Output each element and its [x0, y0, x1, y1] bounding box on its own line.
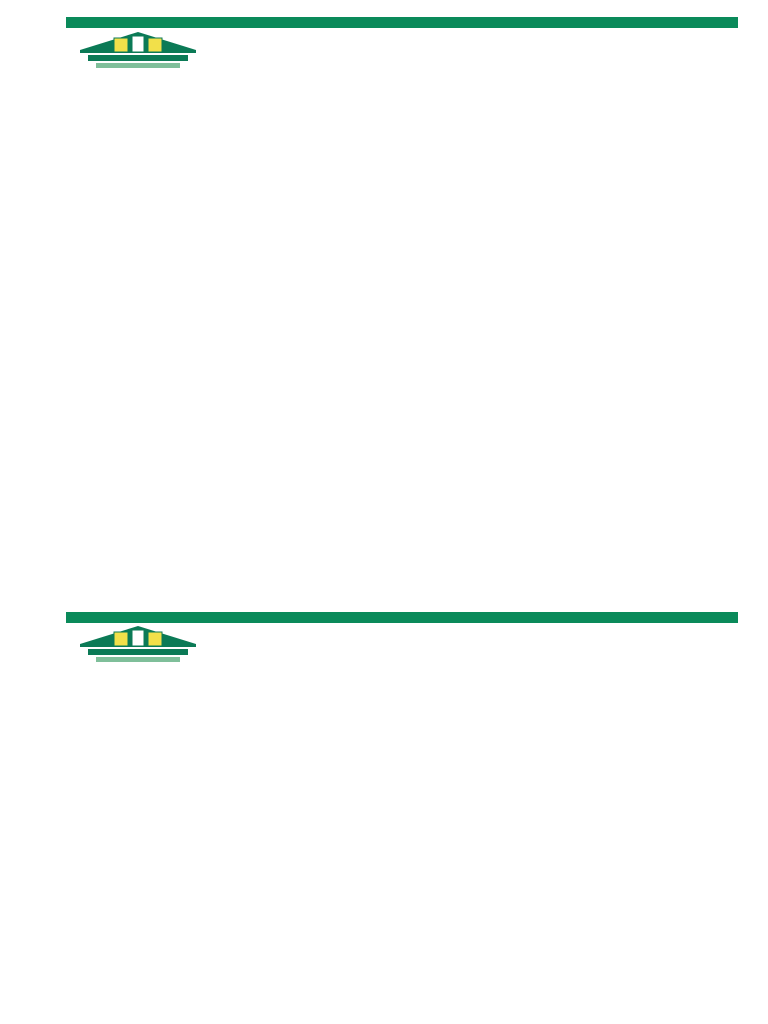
- page-two: [0, 606, 768, 726]
- school-logo-icon: [74, 26, 202, 70]
- school-logo-icon: [74, 620, 202, 664]
